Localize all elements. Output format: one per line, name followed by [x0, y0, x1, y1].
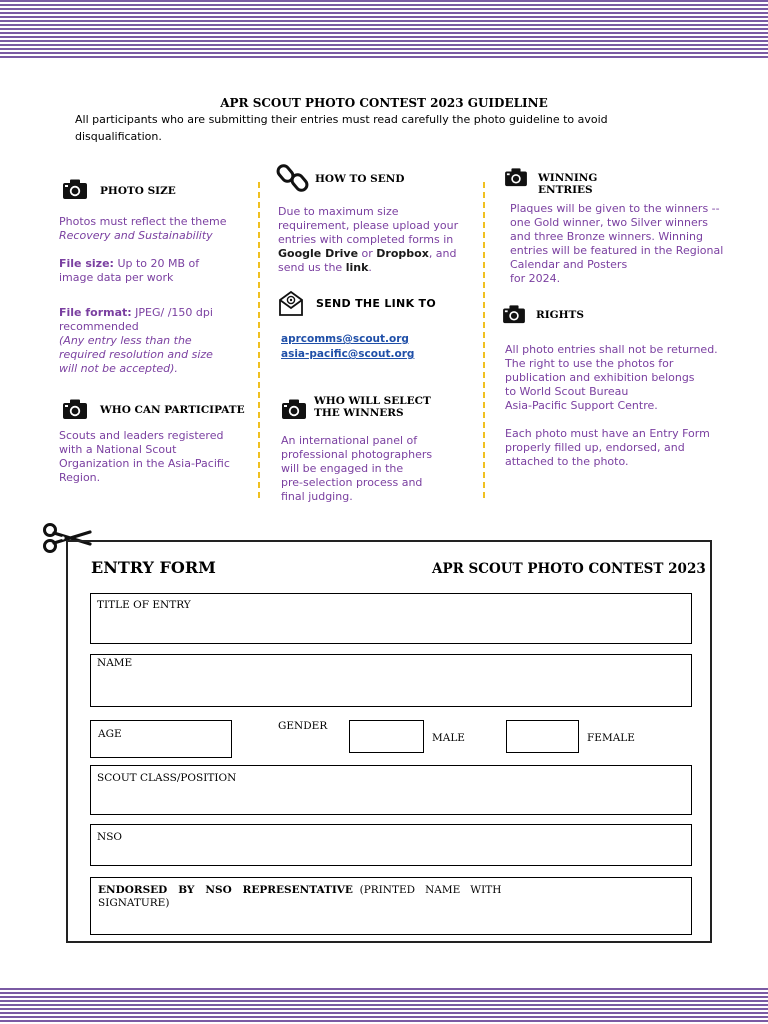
- column-divider-left: [258, 182, 260, 498]
- who-can-participate-text: Scouts and leaders registered with a National Scout Organization in the Asia-Pacific Region.: [59, 429, 230, 484]
- top-stripe-border: [0, 0, 768, 58]
- name-label: NAME: [97, 657, 133, 669]
- age-label: AGE: [98, 728, 122, 740]
- female-checkbox[interactable]: [506, 720, 579, 753]
- entry-form-title: ENTRY FORM: [91, 558, 216, 577]
- male-label: MALE: [432, 732, 465, 744]
- camera-icon: [281, 398, 307, 424]
- name-field[interactable]: [90, 654, 692, 707]
- male-checkbox[interactable]: [349, 720, 424, 753]
- winning-entries-title: WINNING ENTRIES: [538, 172, 598, 196]
- intro-text: All participants who are submitting their entries must read carefully the photo guideline to avoid disqualification.: [75, 113, 608, 143]
- rights-title: RIGHTS: [536, 309, 584, 321]
- email-link-asia-pacific[interactable]: asia-pacific@scout.org: [281, 348, 415, 360]
- column-divider-right: [483, 182, 485, 498]
- rights-text: All photo entries shall not be returned. The right to use the photos for publication and exhibition belongs to World Scout Bureau Asia-Pacific Support Centre. Each photo must have an Entry Form properly filled up, endorsed, and attached to the photo.: [505, 343, 718, 468]
- send-link-title: SEND THE LINK TO: [316, 297, 436, 310]
- camera-icon: [62, 398, 88, 424]
- who-will-select-title: WHO WILL SELECT THE WINNERS: [314, 395, 431, 419]
- endorsement-label: ENDORSED BY NSO REPRESENTATIVE (PRINTED NAME WITH SIGNATURE): [98, 884, 502, 909]
- email-link-aprcomms[interactable]: aprcomms@scout.org: [281, 333, 409, 345]
- photo-size-title: PHOTO SIZE: [100, 185, 176, 197]
- title-of-entry-label: TITLE OF ENTRY: [97, 599, 191, 611]
- how-to-send-text: Due to maximum size requirement, please upload your entries with completed forms in Google Drive or Dropbox, and send us the link.: [278, 205, 459, 274]
- scout-class-position-label: SCOUT CLASS/POSITION: [97, 772, 237, 784]
- who-can-participate-title: WHO CAN PARTICIPATE: [100, 404, 245, 416]
- chain-link-icon: [278, 163, 308, 197]
- winning-entries-text: Plaques will be given to the winners -- one Gold winner, two Silver winners and three Bronze winners. Winning entries will be featured in the Regional Calendar and Posters for 2024.: [510, 202, 724, 285]
- camera-icon: [62, 178, 88, 204]
- nso-field[interactable]: [90, 824, 692, 866]
- nso-label: NSO: [97, 831, 122, 843]
- photo-size-text: Photos must reflect the theme Recovery and Sustainability File size: Up to 20 MB of image data per work File format: JPEG/ /150 dpi recommended (Any entry less than the required resolution and size will not be accepted).: [59, 215, 227, 375]
- page-title: APR SCOUT PHOTO CONTEST 2023 GUIDELINE: [220, 96, 548, 110]
- bottom-stripe-border: [0, 988, 768, 1024]
- entry-form-subtitle: APR SCOUT PHOTO CONTEST 2023: [432, 561, 706, 577]
- camera-icon: [504, 167, 528, 191]
- female-label: FEMALE: [587, 732, 635, 744]
- gender-label: GENDER: [278, 720, 328, 732]
- who-will-select-text: An international panel of professional photographers will be engaged in the pre-selection process and final judging.: [281, 434, 433, 503]
- camera-icon: [502, 304, 526, 328]
- how-to-send-title: HOW TO SEND: [315, 173, 405, 185]
- email-icon: [278, 289, 304, 321]
